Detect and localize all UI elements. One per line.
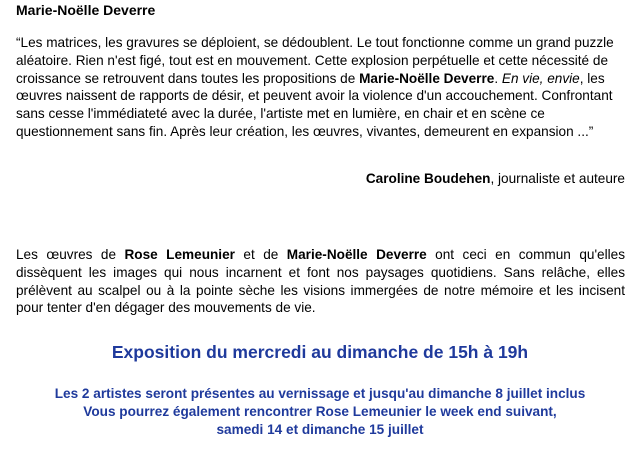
attribution-name: Caroline Boudehen (365, 171, 491, 186)
intro-text-3: ont ceci en commun qu'elles dissèquent les images qui nous incarnent et font nos paysages quotidiens. Sans relâche, elles prélèvent au scalpel ou à la pointe sèche les visions immergées de notre mémoire et les incisent pour tenter d'en dégager des mouvements de vie. (16, 247, 625, 316)
exhibition-info-line: Vous pourrez également rencontrer Rose Lemeunier le week end suivant, (83, 403, 557, 419)
exhibition-info-line: Les 2 artistes seront présentes au vernissage et jusqu'au dimanche 8 juillet inclus (54, 386, 586, 401)
exhibition-info (0, 385, 640, 438)
intro-paragraph (16, 246, 625, 317)
intro-artist-2: Marie-Noëlle Deverre (286, 247, 427, 262)
quote-text-2: . (494, 70, 502, 86)
quote-attribution (16, 170, 625, 188)
quote-text-1: “Les matrices, les gravures se déploient, se dédoublent. Le tout fonctionne comme un grand puzzle aléatoire. Rien n'est figé, tout est en mouvement. Cette explosion perpétuelle et cette nécessité de croissance se retrouvent dans toutes les propositions de (16, 35, 614, 86)
exhibition-info-line: samedi 14 et dimanche 15 juillet (216, 421, 424, 437)
quote-artist-name: Marie-Noëlle Deverre (359, 70, 495, 86)
quote-italic-title: En vie, envie (501, 70, 580, 86)
attribution-role: , journaliste et auteure (490, 171, 625, 186)
intro-text-2: et de (234, 247, 287, 262)
intro-artist-1: Rose Lemeunier (124, 247, 235, 262)
exhibition-heading: Exposition du mercredi au dimanche de 15h à 19h (111, 342, 529, 362)
quote-paragraph (16, 34, 625, 141)
artist-name-heading: Marie-Noëlle Deverre (16, 2, 156, 18)
quote-text-3: , les œuvres naissent de rapports de désir, et peuvent avoir la violence d'un accouchement. Confrontant sans cesse l'immédiateté avec la durée, l'artiste met en lumière, en chair et en scène ce questionnement sans fin. Après leur création, les œuvres, vivantes, demeurent en expansion ...” (16, 70, 613, 139)
intro-text-1: Les œuvres de (16, 247, 125, 262)
